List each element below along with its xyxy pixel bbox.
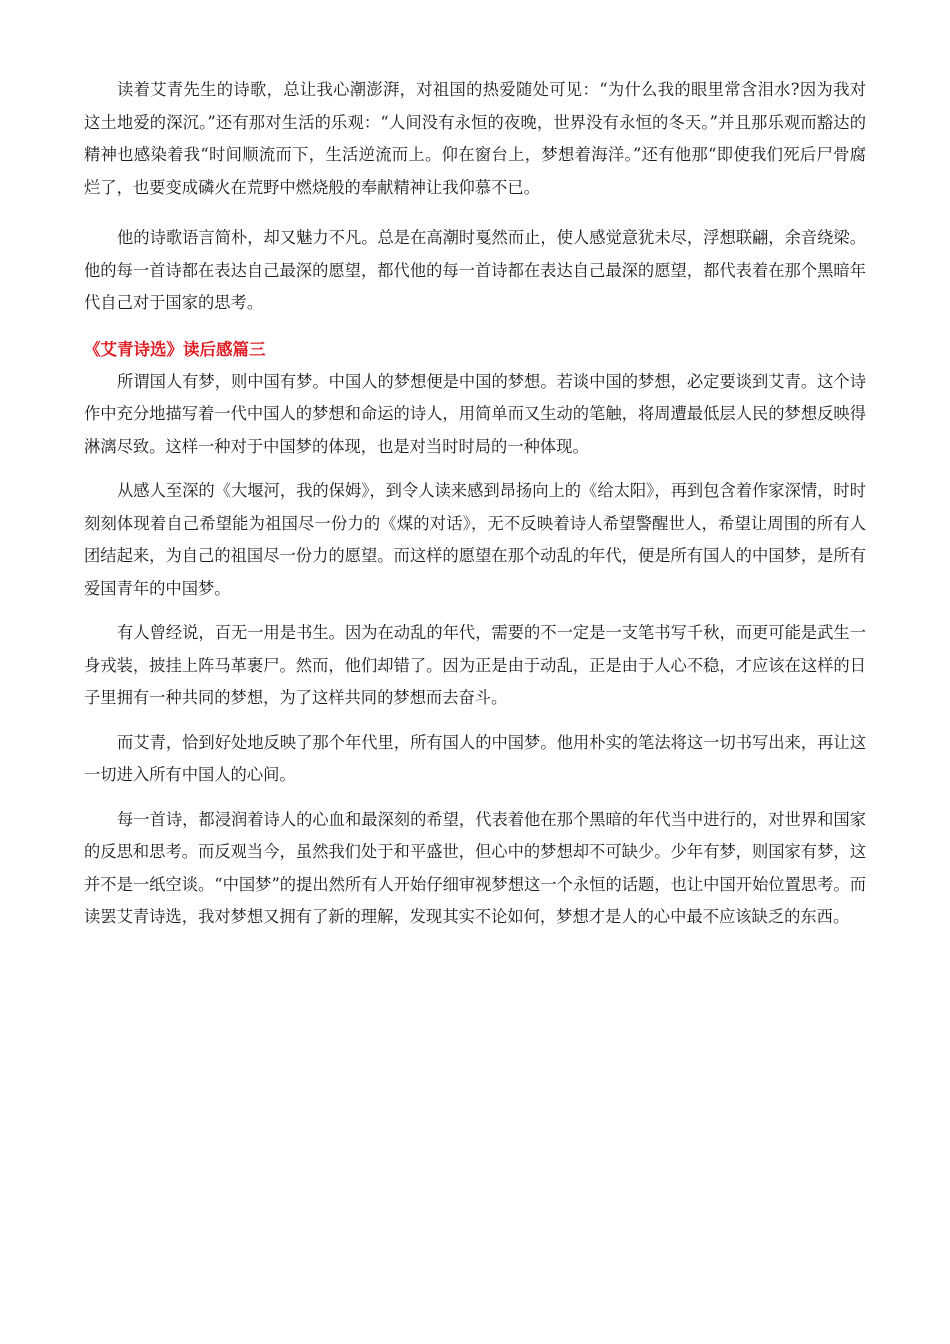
- paragraph-poem-works: 从感人至深的《大堰河，我的保姆》，到令人读来感到昂扬向上的《给太阳》，再到包含着作家深情，时时刻刻体现着自己希望能为祖国尽一份力的《煤的对话》，无不反映着诗人希望警醒世人，希望让周围的所有人团结起来，为自己的祖国尽一份力的愿望。而这样的愿望在那个动乱的年代，便是所有国人的中国梦，是所有爱国青年的中国梦。: [84, 481, 866, 598]
- section-title: 《艾青诗选》读后感篇三: [84, 339, 266, 359]
- paragraph-conclusion: 每一首诗，都浸润着诗人的心血和最深刻的希望，代表着他在那个黑暗的年代当中进行的，对世界和国家的反思和思考。而反观当今，虽然我们处于和平盛世，但心中的梦想却不可缺少。少年有梦，则国家有梦，这并不是一纸空谈。“中国梦”的提出然所有人开始仔细审视梦想这一个永恒的话题，也让中国开始位置思考。而读罢艾青诗选，我对梦想又拥有了新的理解，发现其实不论如何，梦想才是人的心中最不应该缺乏的东西。: [84, 809, 866, 926]
- paragraph-scholars: 有人曾经说，百无一用是书生。因为在动乱的年代，需要的不一定是一支笔书写千秋，而更可能是武生一身戎装，披挂上阵马革裹尸。然而，他们却错了。因为正是由于动乱，正是由于人心不稳，才应该在这样的日子里拥有一种共同的梦想，为了这样共同的梦想而去奋斗。: [84, 623, 866, 707]
- document-page: [84, 74, 866, 934]
- paragraph-poetic-language: 他的诗歌语言简朴，却又魅力不凡。总是在高潮时戛然而止，使人感觉意犹未尽，浮想联翩，余音绕梁。他的每一首诗都在表达自己最深的愿望，都代他的每一首诗都在表达自己最深的愿望，都代表着在那个黑暗年代自己对于国家的思考。: [84, 228, 866, 312]
- paragraph-ai-qing-reflection: 而艾青，恰到好处地反映了那个年代里，所有国人的中国梦。他用朴实的笔法将这一切书写出来，再让这一切进入所有中国人的心间。: [84, 732, 866, 784]
- paragraph-chinese-dream: 所谓国人有梦，则中国有梦。中国人的梦想便是中国的梦想。若谈中国的梦想，必定要谈到艾青。这个诗作中充分地描写着一代中国人的梦想和命运的诗人，用简单而又生动的笔触，将周遭最低层人民的梦想反映得淋漓尽致。这样一种对于中国梦的体现，也是对当时时局的一种体现。: [84, 371, 866, 456]
- paragraph-poems-love-of-country: 读着艾青先生的诗歌，总让我心潮澎湃，对祖国的热爱随处可见：“为什么我的眼里常含泪水?因为我对这土地爱的深沉。”还有那对生活的乐观：“人间没有永恒的夜晚，世界没有永恒的冬天。”并且那乐观而豁达的精神也感染着我“时间顺流而下，生活逆流而上。仰在窗台上，梦想着海洋。”还有他那“即使我们死后尸骨腐烂了，也要变成磷火在荒野中燃烧般的奉献精神让我仰慕不已。: [84, 80, 866, 197]
